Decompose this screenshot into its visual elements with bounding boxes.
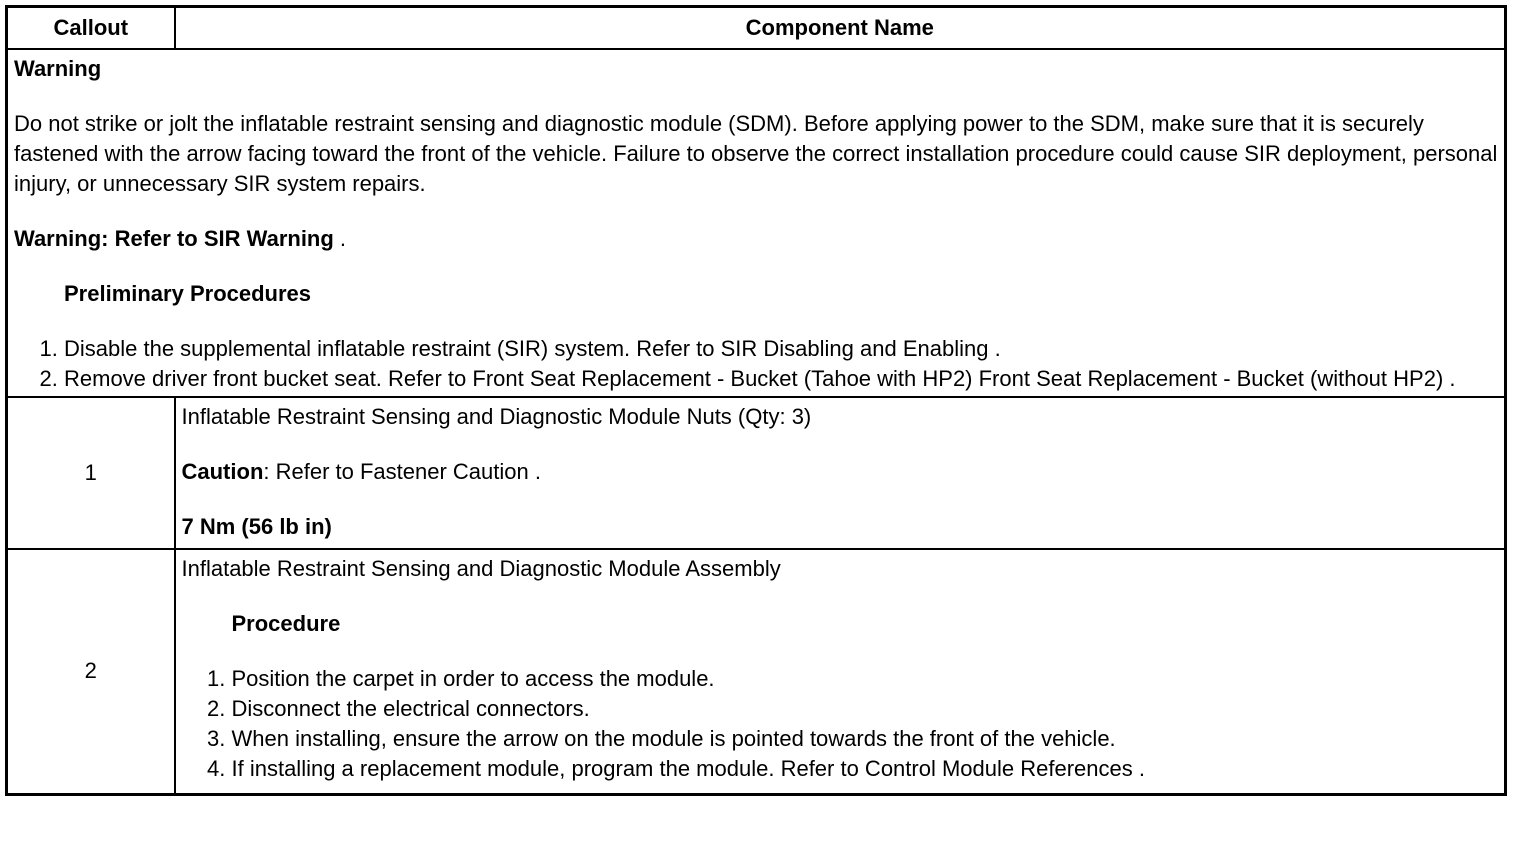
list-item: 1. Position the carpet in order to access the module.	[232, 664, 1499, 694]
callout-header: Callout	[7, 7, 175, 50]
table-row	[7, 397, 1506, 549]
callout-number: 1	[7, 397, 175, 549]
list-item: 2. Remove driver front bucket seat. Refer to Front Seat Replacement - Bucket (Tahoe with HP2) Front Seat Replacement - Bucket (without HP2) .	[64, 364, 1498, 394]
list-item: 1. Disable the supplemental inflatable restraint (SIR) system. Refer to SIR Disabling and Enabling .	[64, 334, 1498, 364]
warning-cell	[7, 49, 1506, 397]
sir-warning-reference	[14, 224, 1498, 254]
preliminary-title: Preliminary Procedures	[64, 281, 312, 306]
warning-row	[7, 49, 1506, 397]
list-item: 3. When installing, ensure the arrow on the module is pointed towards the front of the vehicle.	[232, 724, 1499, 754]
component-cell	[175, 397, 1506, 549]
list-item: 2. Disconnect the electrical connectors.	[232, 694, 1499, 724]
list-item: 4. If installing a replacement module, program the module. Refer to Control Module References .	[232, 754, 1499, 784]
sir-warning-suffix: .	[333, 226, 347, 251]
caution-line	[182, 457, 1499, 487]
component-name: Inflatable Restraint Sensing and Diagnostic Module Assembly	[181, 556, 781, 581]
component-name-header: Component Name	[175, 7, 1506, 50]
sir-warning-label: Warning: Refer to SIR Warning	[14, 226, 334, 251]
torque-spec: 7 Nm (56 lb in)	[181, 514, 332, 539]
table-row	[7, 549, 1506, 794]
caution-label: Caution	[181, 459, 264, 484]
preliminary-steps	[14, 334, 1498, 394]
procedure-title: Procedure	[231, 611, 341, 636]
procedure-steps	[182, 664, 1499, 784]
caution-text: : Refer to Fastener Caution .	[263, 459, 541, 484]
table-header-row	[7, 7, 1506, 50]
component-cell	[175, 549, 1506, 794]
warning-title: Warning	[14, 56, 102, 81]
procedure-table	[5, 5, 1507, 796]
warning-text: Do not strike or jolt the inflatable restraint sensing and diagnostic module (SDM). Before applying power to the SDM, make sure that it is securely fastened with the arrow facing toward the front of the vehicle. Failure to observe the correct installation procedure could cause SIR deployment, personal injury, or unnecessary SIR system repairs.	[14, 111, 1498, 196]
callout-number: 2	[7, 549, 175, 794]
component-name: Inflatable Restraint Sensing and Diagnostic Module Nuts (Qty: 3)	[181, 404, 812, 429]
